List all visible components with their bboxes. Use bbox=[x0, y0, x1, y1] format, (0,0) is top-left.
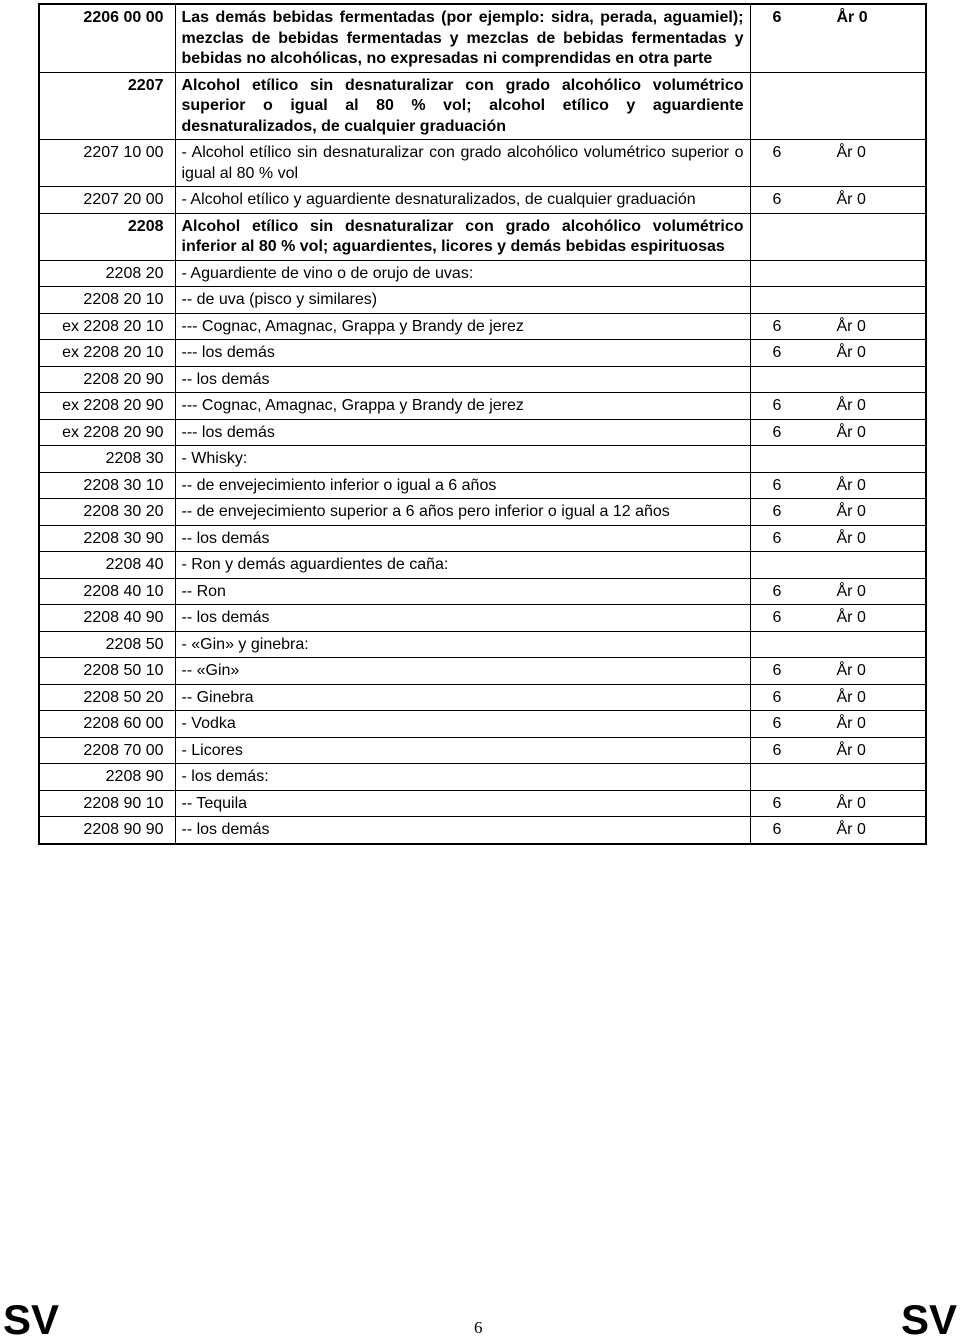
rate-cell bbox=[750, 187, 926, 214]
table-row bbox=[39, 393, 926, 420]
staging-category: År 0 bbox=[836, 741, 866, 759]
table-row bbox=[39, 419, 926, 446]
duty-rate: 6 bbox=[772, 191, 782, 208]
rate-cell bbox=[750, 631, 926, 658]
table-row bbox=[39, 140, 926, 187]
tariff-code: 2207 bbox=[39, 72, 175, 140]
tariff-code: 2208 30 10 bbox=[39, 472, 175, 499]
staging-category: År 0 bbox=[836, 476, 866, 494]
table-row bbox=[39, 605, 926, 632]
rate-cell bbox=[750, 684, 926, 711]
table-row bbox=[39, 631, 926, 658]
tariff-code: 2208 20 10 bbox=[39, 287, 175, 314]
rate-cell bbox=[750, 393, 926, 420]
rate-cell bbox=[750, 313, 926, 340]
duty-rate: 6 bbox=[772, 476, 782, 494]
table-row bbox=[39, 684, 926, 711]
duty-rate: 6 bbox=[772, 344, 782, 361]
tariff-code: 2207 20 00 bbox=[39, 187, 175, 214]
table-row bbox=[39, 499, 926, 526]
rate-cell bbox=[750, 340, 926, 367]
rate-cell bbox=[750, 472, 926, 499]
duty-rate: 6 bbox=[772, 662, 782, 679]
rate-cell bbox=[750, 260, 926, 287]
table-row bbox=[39, 711, 926, 738]
duty-rate: 6 bbox=[772, 582, 782, 600]
table-row bbox=[39, 790, 926, 817]
table-row bbox=[39, 552, 926, 579]
tariff-code: ex 2208 20 90 bbox=[39, 419, 175, 446]
product-description: -- de envejecimiento inferior o igual a 6 años bbox=[175, 472, 750, 499]
product-description: -- de envejecimiento superior a 6 años pero inferior o igual a 12 años bbox=[175, 499, 750, 526]
duty-rate: 6 bbox=[772, 144, 782, 161]
table-row bbox=[39, 287, 926, 314]
tariff-table bbox=[38, 3, 927, 845]
footer-language-right: SV bbox=[900, 1296, 957, 1343]
staging-category: År 0 bbox=[836, 9, 868, 26]
tariff-code: 2208 40 90 bbox=[39, 605, 175, 632]
product-description: --- los demás bbox=[175, 419, 750, 446]
tariff-code: 2208 50 10 bbox=[39, 658, 175, 685]
staging-category: År 0 bbox=[836, 821, 866, 838]
staging-category: År 0 bbox=[836, 503, 866, 520]
tariff-code: 2207 10 00 bbox=[39, 140, 175, 187]
product-description: Alcohol etílico sin desnaturalizar con grado alcohólico volumétrico inferior al 80 % vol; aguardientes, licores y demás bebidas espirituosas bbox=[175, 213, 750, 260]
tariff-code: 2208 20 bbox=[39, 260, 175, 287]
table-row bbox=[39, 737, 926, 764]
table-row bbox=[39, 817, 926, 844]
tariff-code: ex 2208 20 10 bbox=[39, 340, 175, 367]
tariff-table-body bbox=[39, 4, 926, 844]
duty-rate: 6 bbox=[772, 821, 782, 838]
table-row bbox=[39, 187, 926, 214]
duty-rate: 6 bbox=[772, 741, 782, 759]
tariff-code: 2208 30 bbox=[39, 446, 175, 473]
table-row bbox=[39, 578, 926, 605]
product-description: -- Ron bbox=[175, 578, 750, 605]
table-row bbox=[39, 525, 926, 552]
product-description: -- Tequila bbox=[175, 790, 750, 817]
tariff-code: ex 2208 20 90 bbox=[39, 393, 175, 420]
staging-category: År 0 bbox=[836, 662, 866, 679]
staging-category: År 0 bbox=[836, 144, 866, 161]
product-description: - Ron y demás aguardientes de caña: bbox=[175, 552, 750, 579]
staging-category: År 0 bbox=[836, 317, 866, 335]
table-row bbox=[39, 4, 926, 72]
rate-cell bbox=[750, 790, 926, 817]
tariff-code: 2208 50 20 bbox=[39, 684, 175, 711]
table-row bbox=[39, 340, 926, 367]
rate-cell bbox=[750, 140, 926, 187]
tariff-code: 2208 60 00 bbox=[39, 711, 175, 738]
footer-page-number: 6 bbox=[474, 1318, 483, 1337]
tariff-code: 2208 50 bbox=[39, 631, 175, 658]
tariff-code: 2206 00 00 bbox=[39, 4, 175, 72]
table-row bbox=[39, 658, 926, 685]
product-description: - Aguardiente de vino o de orujo de uvas: bbox=[175, 260, 750, 287]
tariff-code: 2208 70 00 bbox=[39, 737, 175, 764]
product-description: -- los demás bbox=[175, 605, 750, 632]
product-description: - los demás: bbox=[175, 764, 750, 791]
staging-category: År 0 bbox=[836, 794, 866, 812]
staging-category: År 0 bbox=[836, 344, 866, 361]
product-description: --- Cognac, Amagnac, Grappa y Brandy de jerez bbox=[175, 393, 750, 420]
product-description: --- los demás bbox=[175, 340, 750, 367]
tariff-code: 2208 30 20 bbox=[39, 499, 175, 526]
rate-cell bbox=[750, 578, 926, 605]
duty-rate: 6 bbox=[772, 9, 782, 26]
rate-cell bbox=[750, 525, 926, 552]
staging-category: År 0 bbox=[836, 609, 866, 626]
product-description: -- Ginebra bbox=[175, 684, 750, 711]
table-row bbox=[39, 446, 926, 473]
product-description: - Licores bbox=[175, 737, 750, 764]
rate-cell bbox=[750, 72, 926, 140]
rate-cell bbox=[750, 446, 926, 473]
product-description: - Alcohol etílico y aguardiente desnaturalizados, de cualquier graduación bbox=[175, 187, 750, 214]
duty-rate: 6 bbox=[772, 609, 782, 626]
table-row bbox=[39, 260, 926, 287]
footer-language-left: SV bbox=[3, 1296, 60, 1343]
table-row bbox=[39, 213, 926, 260]
duty-rate: 6 bbox=[772, 529, 782, 547]
product-description: Las demás bebidas fermentadas (por ejemplo: sidra, perada, aguamiel); mezclas de bebidas fermentadas y mezclas de bebidas fermentadas y bebidas no alcohólicas, no expresadas ni comprendidas en otra parte bbox=[175, 4, 750, 72]
rate-cell bbox=[750, 737, 926, 764]
product-description: --- Cognac, Amagnac, Grappa y Brandy de jerez bbox=[175, 313, 750, 340]
rate-cell bbox=[750, 605, 926, 632]
duty-rate: 6 bbox=[772, 317, 782, 335]
rate-cell bbox=[750, 4, 926, 72]
product-description: -- de uva (pisco y similares) bbox=[175, 287, 750, 314]
product-description: - Vodka bbox=[175, 711, 750, 738]
rate-cell bbox=[750, 711, 926, 738]
tariff-code: 2208 30 90 bbox=[39, 525, 175, 552]
table-row bbox=[39, 764, 926, 791]
tariff-code: 2208 90 bbox=[39, 764, 175, 791]
tariff-code: 2208 40 bbox=[39, 552, 175, 579]
duty-rate: 6 bbox=[772, 688, 782, 706]
staging-category: År 0 bbox=[836, 191, 866, 208]
staging-category: År 0 bbox=[836, 688, 866, 706]
duty-rate: 6 bbox=[772, 397, 782, 414]
rate-cell bbox=[750, 213, 926, 260]
staging-category: År 0 bbox=[836, 397, 866, 414]
product-description: Alcohol etílico sin desnaturalizar con grado alcohólico volumétrico superior o igual al 80 % vol; alcohol etílico y aguardiente desnaturalizados, de cualquier graduación bbox=[175, 72, 750, 140]
staging-category: År 0 bbox=[836, 423, 866, 441]
product-description: -- los demás bbox=[175, 817, 750, 844]
duty-rate: 6 bbox=[772, 715, 782, 732]
product-description: - Whisky: bbox=[175, 446, 750, 473]
rate-cell bbox=[750, 658, 926, 685]
table-row bbox=[39, 366, 926, 393]
product-description: -- «Gin» bbox=[175, 658, 750, 685]
tariff-code: 2208 bbox=[39, 213, 175, 260]
product-description: - Alcohol etílico sin desnaturalizar con grado alcohólico volumétrico superior o igual al 80 % vol bbox=[175, 140, 750, 187]
product-description: -- los demás bbox=[175, 525, 750, 552]
table-row bbox=[39, 72, 926, 140]
table-row bbox=[39, 472, 926, 499]
product-description: -- los demás bbox=[175, 366, 750, 393]
table-row bbox=[39, 313, 926, 340]
tariff-code: 2208 40 10 bbox=[39, 578, 175, 605]
tariff-code: 2208 20 90 bbox=[39, 366, 175, 393]
rate-cell bbox=[750, 419, 926, 446]
staging-category: År 0 bbox=[836, 582, 866, 600]
tariff-code: 2208 90 90 bbox=[39, 817, 175, 844]
duty-rate: 6 bbox=[772, 794, 782, 812]
duty-rate: 6 bbox=[772, 423, 782, 441]
staging-category: År 0 bbox=[836, 715, 866, 732]
duty-rate: 6 bbox=[772, 503, 782, 520]
product-description: - «Gin» y ginebra: bbox=[175, 631, 750, 658]
tariff-code: ex 2208 20 10 bbox=[39, 313, 175, 340]
rate-cell bbox=[750, 552, 926, 579]
rate-cell bbox=[750, 817, 926, 844]
rate-cell bbox=[750, 366, 926, 393]
staging-category: År 0 bbox=[836, 529, 866, 547]
rate-cell bbox=[750, 764, 926, 791]
rate-cell bbox=[750, 499, 926, 526]
rate-cell bbox=[750, 287, 926, 314]
tariff-code: 2208 90 10 bbox=[39, 790, 175, 817]
